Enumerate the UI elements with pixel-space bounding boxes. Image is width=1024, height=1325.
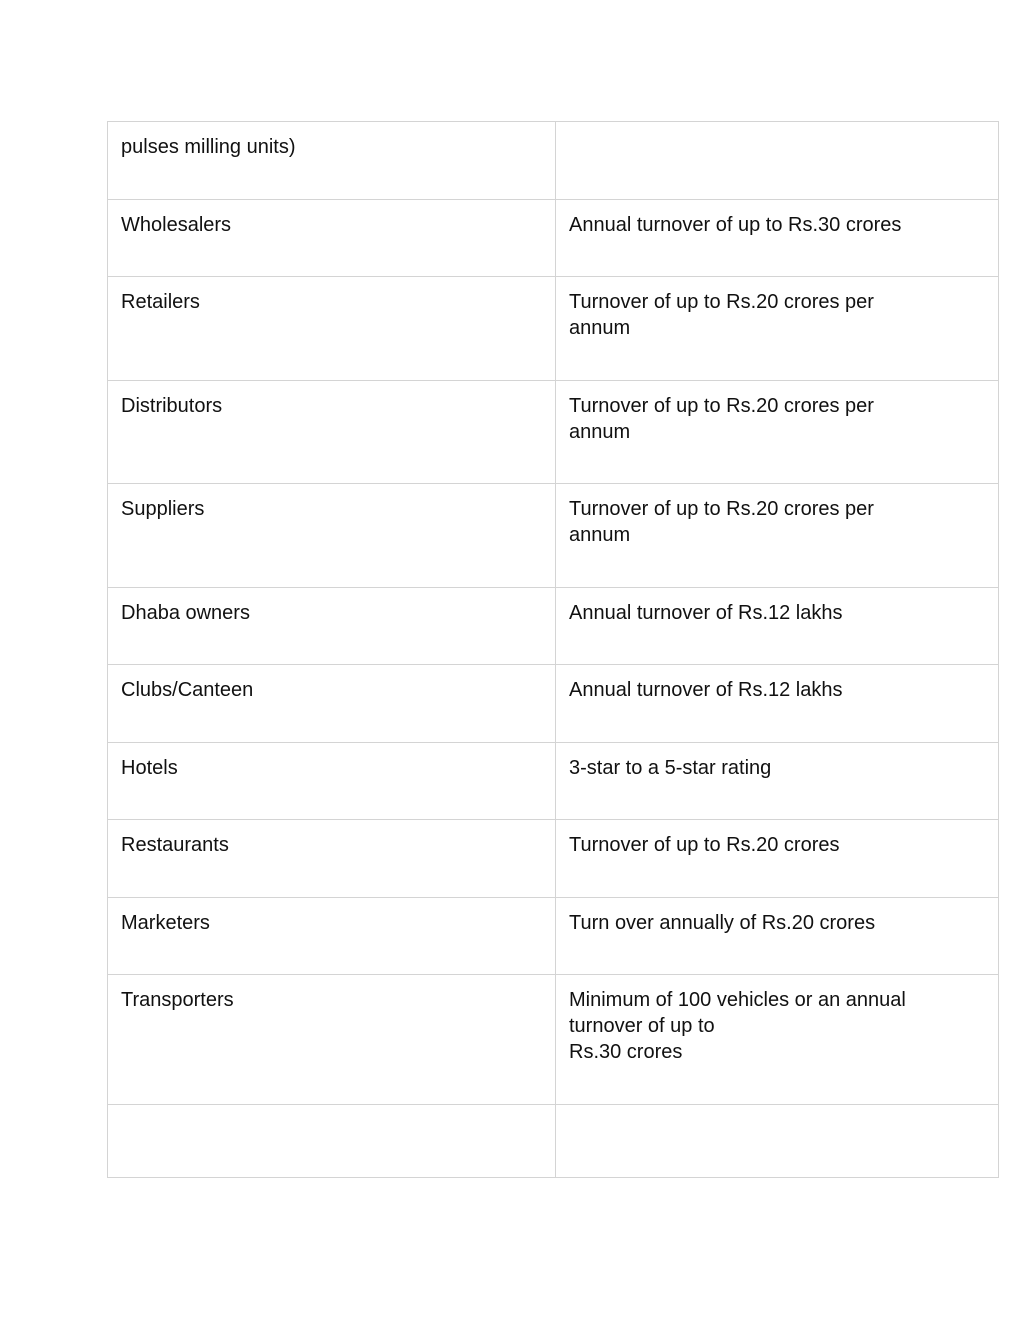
eligibility-table	[107, 121, 999, 1178]
table-row	[108, 277, 999, 381]
table-row	[108, 898, 999, 975]
category-cell: Wholesalers	[108, 200, 556, 277]
criteria-cell: Annual turnover of Rs.12 lakhs	[556, 665, 999, 743]
criteria-cell: Turn over annually of Rs.20 crores	[556, 898, 999, 975]
criteria-cell: Annual turnover of up to Rs.30 crores	[556, 200, 999, 277]
criteria-cell	[556, 1105, 999, 1178]
criteria-cell: Turnover of up to Rs.20 crores per annum	[556, 381, 999, 484]
table-row	[108, 122, 999, 200]
category-cell: Hotels	[108, 743, 556, 820]
category-cell: Retailers	[108, 277, 556, 381]
criteria-cell	[556, 122, 999, 200]
category-cell: Distributors	[108, 381, 556, 484]
table-row	[108, 820, 999, 898]
table-row	[108, 743, 999, 820]
table-row	[108, 1105, 999, 1178]
category-cell: Suppliers	[108, 484, 556, 588]
table-row	[108, 484, 999, 588]
criteria-cell: Turnover of up to Rs.20 crores per annum	[556, 484, 999, 588]
category-cell: pulses milling units)	[108, 122, 556, 200]
table-row	[108, 975, 999, 1105]
category-cell: Transporters	[108, 975, 556, 1105]
category-cell: Clubs/Canteen	[108, 665, 556, 743]
table-row	[108, 665, 999, 743]
category-cell: Restaurants	[108, 820, 556, 898]
criteria-cell: Minimum of 100 vehicles or an annual turnover of up to Rs.30 crores	[556, 975, 999, 1105]
category-cell	[108, 1105, 556, 1178]
criteria-cell: Annual turnover of Rs.12 lakhs	[556, 588, 999, 665]
table-row	[108, 381, 999, 484]
table-row	[108, 200, 999, 277]
category-cell: Dhaba owners	[108, 588, 556, 665]
category-cell: Marketers	[108, 898, 556, 975]
table-row	[108, 588, 999, 665]
criteria-cell: 3-star to a 5-star rating	[556, 743, 999, 820]
criteria-cell: Turnover of up to Rs.20 crores per annum	[556, 277, 999, 381]
criteria-cell: Turnover of up to Rs.20 crores	[556, 820, 999, 898]
